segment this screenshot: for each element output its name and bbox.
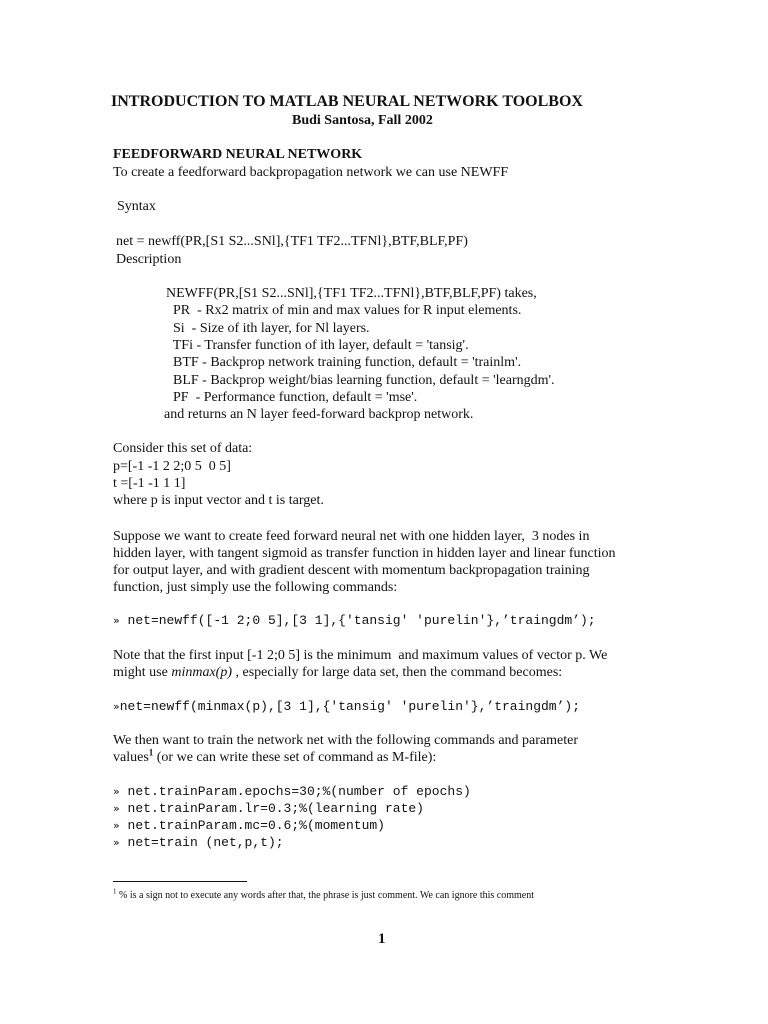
description-line: BLF - Backprop weight/bias learning function, default = 'learngdm'. bbox=[166, 373, 555, 388]
prompt-glyph: » bbox=[113, 614, 120, 627]
syntax-label: Syntax bbox=[117, 199, 156, 214]
footnote-mark: 1 bbox=[113, 887, 117, 896]
data-example-line: t =[-1 -1 1 1] bbox=[113, 476, 186, 491]
paragraph-line: for output layer, and with gradient descent with momentum backpropagation training bbox=[113, 563, 590, 578]
code-text: net.trainParam.lr=0.3;%(learning rate) bbox=[119, 801, 424, 816]
prompt-glyph: » bbox=[113, 802, 120, 815]
description-line: PR - Rx2 matrix of min and max values for R input elements. bbox=[166, 303, 522, 318]
paragraph-line: values$^1$ (or we can write these set of command as M-file): bbox=[113, 747, 437, 765]
description-line: Si - Size of ith layer, for Nl layers. bbox=[166, 321, 370, 336]
code-text: net.trainParam.epochs=30;%(number of epochs) bbox=[119, 784, 471, 799]
code-line bbox=[113, 817, 385, 834]
code-text: net=newff(minmax(p),[3 1],{'tansig' 'purelin'},’traingdm’); bbox=[119, 699, 581, 714]
description-line: and returns an N layer feed-forward backprop network. bbox=[164, 407, 474, 422]
data-example-line: p=[-1 -1 2 2;0 5 0 5] bbox=[113, 459, 231, 474]
page-number: 1 bbox=[378, 931, 386, 947]
description-label: Description bbox=[116, 252, 182, 267]
code-text: net=newff([-1 2;0 5],[3 1],{'tansig' 'purelin'},’traingdm’); bbox=[119, 613, 596, 628]
footnote bbox=[113, 889, 534, 902]
document-title: INTRODUCTION TO MATLAB NEURAL NETWORK TOOLBOX bbox=[111, 93, 583, 110]
code-line bbox=[113, 800, 424, 817]
paragraph-line: Suppose we want to create feed forward neural net with one hidden layer, 3 nodes in bbox=[113, 529, 590, 544]
emphasized-function: minmax(p) bbox=[171, 665, 232, 680]
prompt-glyph: » bbox=[113, 819, 120, 832]
data-example-line: Consider this set of data: bbox=[113, 441, 253, 456]
intro-text: To create a feedforward backpropagation network we can use NEWFF bbox=[113, 165, 509, 180]
footnote-separator bbox=[113, 881, 247, 882]
description-line: TFi - Transfer function of ith layer, default = 'tansig'. bbox=[166, 338, 469, 353]
author-line: Budi Santosa, Fall 2002 bbox=[292, 113, 433, 128]
syntax-call: net = newff(PR,[S1 S2...SNl],{TF1 TF2...TFNl},BTF,BLF,PF) bbox=[116, 234, 468, 249]
paragraph-line: might use minmax(p) , especially for large data set, then the command becomes: bbox=[113, 665, 563, 680]
footnote-text: % is a sign not to execute any words after that, the phrase is just comment. We can ignore this comment bbox=[116, 890, 535, 901]
prompt-glyph: » bbox=[113, 700, 120, 713]
prompt-glyph: » bbox=[113, 785, 120, 798]
description-line: PF - Performance function, default = 'mse'. bbox=[166, 390, 418, 405]
section-heading: FEEDFORWARD NEURAL NETWORK bbox=[113, 147, 363, 162]
prompt-glyph: » bbox=[113, 836, 120, 849]
data-example-line: where p is input vector and t is target. bbox=[113, 493, 324, 508]
code-line bbox=[113, 834, 284, 851]
footnote-reference[interactable]: 1 bbox=[148, 747, 154, 758]
paragraph-line: We then want to train the network net with the following commands and parameter bbox=[113, 733, 579, 748]
code-text: net.trainParam.mc=0.6;%(momentum) bbox=[119, 818, 385, 833]
description-line: NEWFF(PR,[S1 S2...SNl],{TF1 TF2...TFNl},BTF,BLF,PF) takes, bbox=[166, 286, 537, 301]
code-line bbox=[113, 698, 580, 715]
code-text: net=train (net,p,t); bbox=[119, 835, 284, 850]
code-line bbox=[113, 783, 471, 800]
paragraph-line: hidden layer, with tangent sigmoid as transfer function in hidden layer and linear function bbox=[113, 546, 616, 561]
paragraph-line: Note that the first input [-1 2;0 5] is the minimum and maximum values of vector p. We bbox=[113, 648, 608, 663]
paragraph-line: function, just simply use the following commands: bbox=[113, 580, 398, 595]
description-line: BTF - Backprop network training function, default = 'trainlm'. bbox=[166, 355, 522, 370]
code-line bbox=[113, 612, 596, 629]
